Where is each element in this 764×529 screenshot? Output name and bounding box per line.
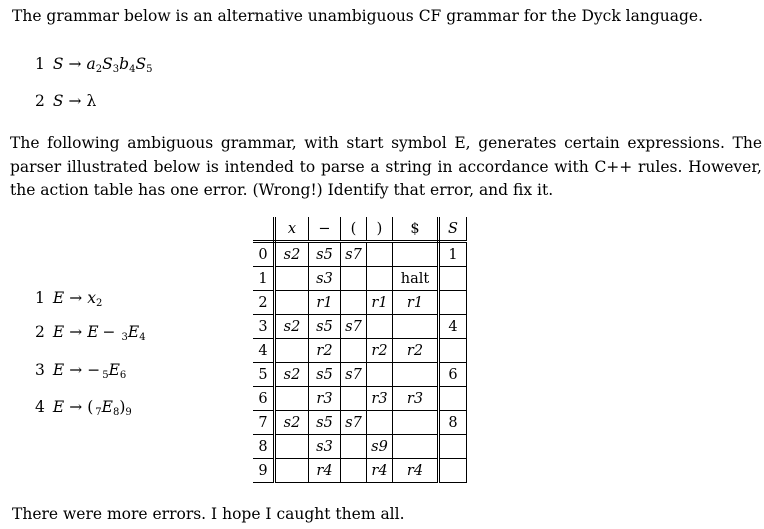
table-cell: r3 xyxy=(367,387,393,411)
table-cell xyxy=(341,291,367,315)
table-cell: r1 xyxy=(393,291,439,315)
table-cell xyxy=(367,242,393,267)
table-row xyxy=(253,339,467,363)
table-cell: s7 xyxy=(341,411,367,435)
table-row xyxy=(253,435,467,459)
table-cell: r1 xyxy=(367,291,393,315)
table-cell: s9 xyxy=(367,435,393,459)
table-cell xyxy=(341,435,367,459)
table-cell: r3 xyxy=(393,387,439,411)
table-cell: s5 xyxy=(309,363,341,387)
table-cell xyxy=(341,339,367,363)
expr-rule-1: 1 $E \to x_2$ xyxy=(35,289,103,309)
table-cell: s5 xyxy=(309,315,341,339)
table-cell: s2 xyxy=(275,411,309,435)
table-cell: r4 xyxy=(367,459,393,483)
table-cell: s7 xyxy=(341,242,367,267)
state-number: 2 xyxy=(253,291,275,315)
table-header: ) xyxy=(367,217,393,242)
table-cell: 8 xyxy=(439,411,467,435)
table-cell xyxy=(275,267,309,291)
table-header: $ xyxy=(393,217,439,242)
table-cell: r2 xyxy=(309,339,341,363)
table-header-row xyxy=(253,217,467,242)
table-cell xyxy=(393,411,439,435)
table-cell xyxy=(367,363,393,387)
action-table xyxy=(253,217,467,483)
table-cell: 6 xyxy=(439,363,467,387)
table-cell xyxy=(341,267,367,291)
table-cell: 4 xyxy=(439,315,467,339)
state-number: 3 xyxy=(253,315,275,339)
table-cell: s2 xyxy=(275,363,309,387)
table-row xyxy=(253,315,467,339)
expr-rule-4: 4 E → ( $7E_8)_9$ xyxy=(35,398,132,418)
table-cell xyxy=(275,435,309,459)
state-number: 7 xyxy=(253,411,275,435)
state-number: 8 xyxy=(253,435,275,459)
table-header: − xyxy=(309,217,341,242)
table-cell xyxy=(439,435,467,459)
table-cell xyxy=(439,387,467,411)
table-cell: s3 xyxy=(309,435,341,459)
dyck-rule-1: 1 $S \to a_2S_3b_4S_5$ xyxy=(35,55,153,75)
table-cell: r2 xyxy=(393,339,439,363)
table-cell: s3 xyxy=(309,267,341,291)
table-cell xyxy=(439,339,467,363)
table-cell: r3 xyxy=(309,387,341,411)
table-row xyxy=(253,363,467,387)
table-row xyxy=(253,411,467,435)
table-cell xyxy=(393,242,439,267)
state-number: 5 xyxy=(253,363,275,387)
table-cell: 1 xyxy=(439,242,467,267)
table-cell xyxy=(439,291,467,315)
table-cell xyxy=(341,459,367,483)
question-paragraph: The following ambiguous grammar, with start symbol E, generates certain expressions. The parser illustrated below is intended to parse a string in accordance with C++ rules. However, the action table has one error. (Wrong!) Identify that error, and fix it. xyxy=(10,134,762,199)
table-row xyxy=(253,291,467,315)
state-number: 1 xyxy=(253,267,275,291)
table-row xyxy=(253,387,467,411)
table-cell: s2 xyxy=(275,315,309,339)
table-cell: s7 xyxy=(341,363,367,387)
table-cell xyxy=(367,411,393,435)
table-header: x xyxy=(275,217,309,242)
table-body xyxy=(253,242,467,483)
table-corner xyxy=(253,217,275,242)
table-cell: r4 xyxy=(309,459,341,483)
expr-rule-3: 3 E → − $5E_6$ xyxy=(35,361,127,381)
table-row xyxy=(253,267,467,291)
table-cell xyxy=(275,387,309,411)
table-header: ( xyxy=(341,217,367,242)
table-cell xyxy=(275,339,309,363)
state-number: 0 xyxy=(253,242,275,267)
table-cell: halt xyxy=(393,267,439,291)
table-cell: s2 xyxy=(275,242,309,267)
table-cell xyxy=(393,315,439,339)
expr-rule-2: 2 $E \to E - 3E_4$ xyxy=(35,323,146,343)
closing-paragraph: There were more errors. I hope I caught them all. xyxy=(12,505,405,523)
dyck-rule-2: 2 S → λ xyxy=(35,92,97,110)
table-cell xyxy=(275,291,309,315)
table-header: S xyxy=(439,217,467,242)
state-number: 9 xyxy=(253,459,275,483)
table-cell: r2 xyxy=(367,339,393,363)
table-cell: s5 xyxy=(309,242,341,267)
table-cell: s5 xyxy=(309,411,341,435)
table-cell: r1 xyxy=(309,291,341,315)
state-number: 6 xyxy=(253,387,275,411)
table-cell xyxy=(367,267,393,291)
table-cell xyxy=(439,459,467,483)
table-row xyxy=(253,459,467,483)
table-cell xyxy=(393,363,439,387)
table-cell xyxy=(393,435,439,459)
state-number: 4 xyxy=(253,339,275,363)
table-cell: s7 xyxy=(341,315,367,339)
table-cell xyxy=(439,267,467,291)
table-cell xyxy=(275,459,309,483)
intro-paragraph: The grammar below is an alternative unambiguous CF grammar for the Dyck language. xyxy=(12,7,704,25)
table-cell: r4 xyxy=(393,459,439,483)
table-cell xyxy=(367,315,393,339)
table-cell xyxy=(341,387,367,411)
table-row xyxy=(253,242,467,267)
